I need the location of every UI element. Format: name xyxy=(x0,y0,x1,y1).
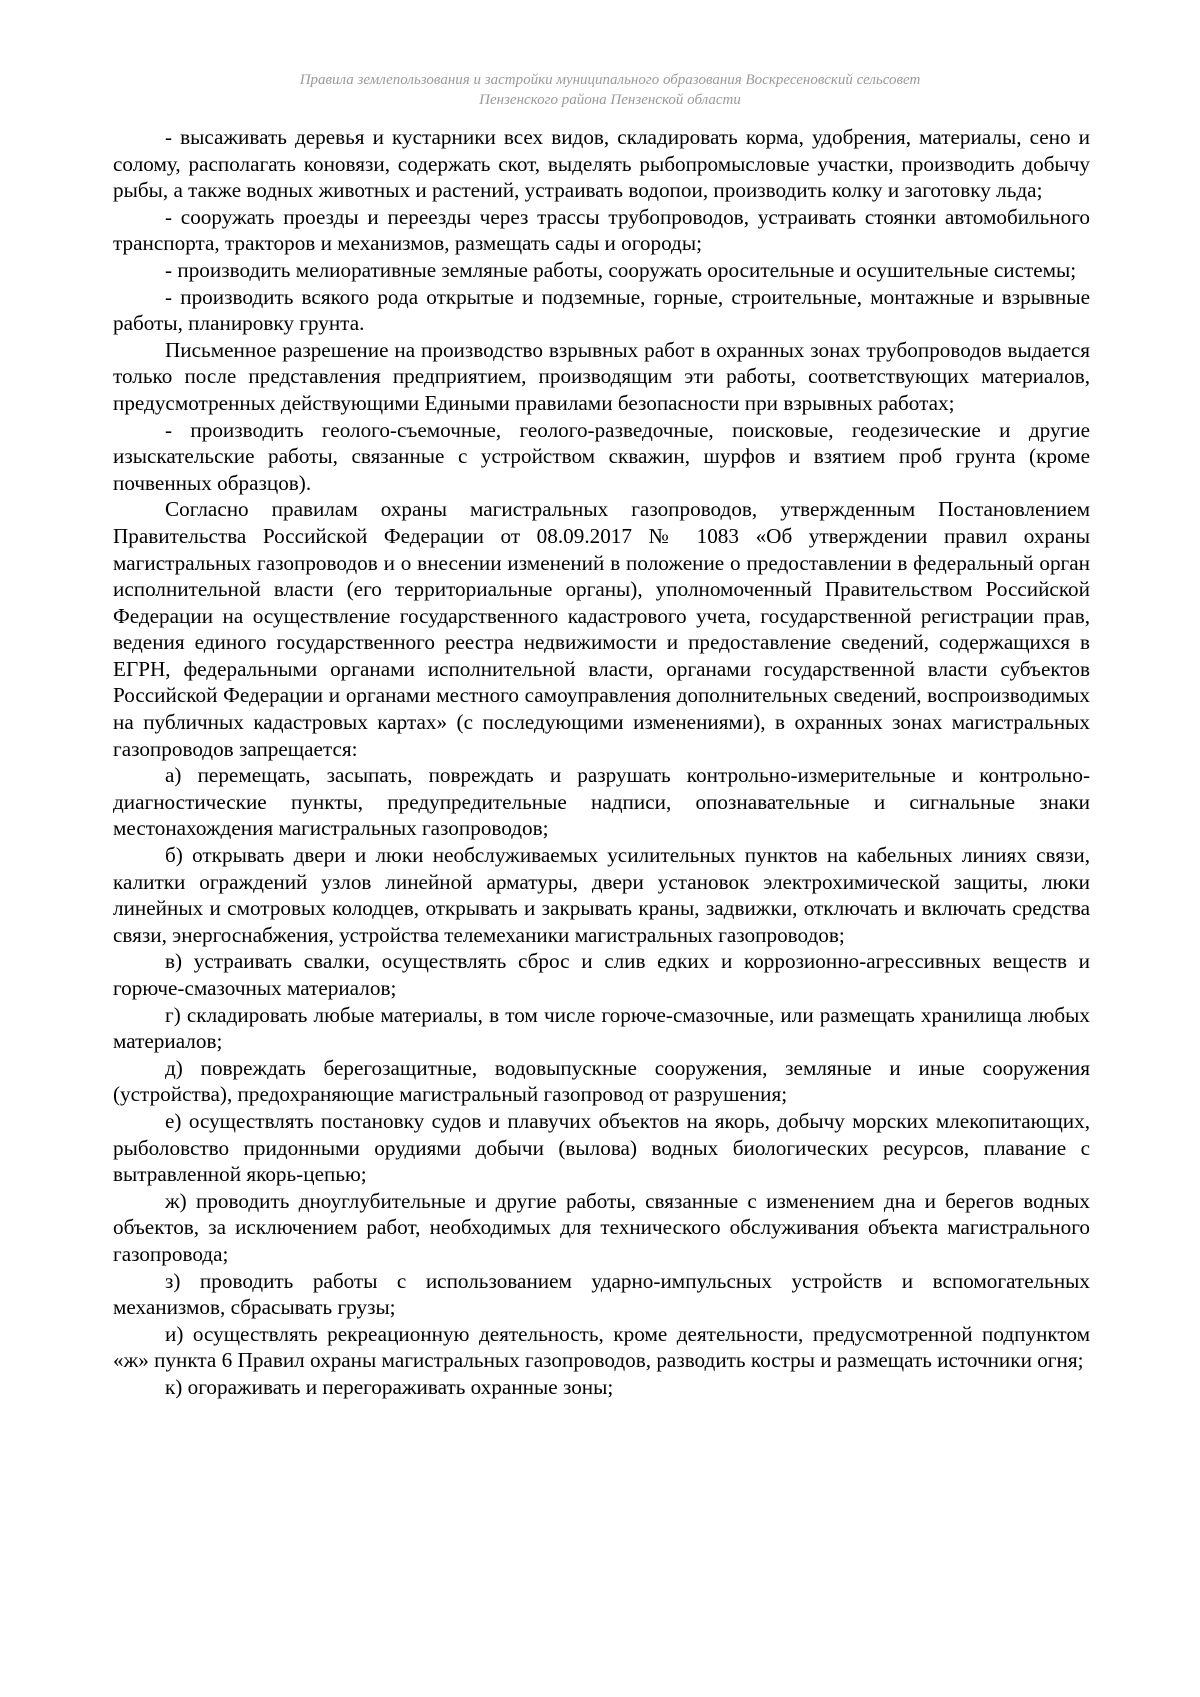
list-item-k: к) огораживать и перегораживать охранные зоны; xyxy=(165,1374,614,1399)
list-item-i: и) осуществлять рекреационную деятельность, кроме деятельности, предусмотренной подпунктом «ж» пункта 6 Правил охраны магистральных газопроводов, разводить костры и размещать источники огня; xyxy=(113,1321,1090,1373)
paragraph-restriction-survey: - производить геолого-съемочные, геолого-разведочные, поисковые, геодезические и другие изыскательские работы, связанные с устройством скважин, шурфов и взятием проб грунта (кроме почвенных образцов). xyxy=(113,417,1090,495)
paragraph-restriction-melioration: - производить мелиоративные земляные работы, сооружать оросительные и осушительные системы; xyxy=(165,257,1077,282)
body-text xyxy=(113,124,1090,1401)
list-item-a: а) перемещать, засыпать, повреждать и разрушать контрольно-измерительные и контрольно-диагностические пункты, предупредительные надписи, опознавательные и сигнальные знаки местонахождения магистральных газопроводов; xyxy=(113,763,1090,841)
paragraph-blasting-permit: Письменное разрешение на производство взрывных работ в охранных зонах трубопроводов выдается только после представления предприятием, производящим эти работы, соответствующих материалов, предусмотренных действующими Едиными правилами безопасности при взрывных работах; xyxy=(113,337,1090,415)
paragraph-gas-pipeline-rules: Согласно правилам охраны магистральных газопроводов, утвержденным Постановлением Правительства Российской Федерации от 08.09.2017 № 1083 «Об утверждении правил охраны магистральных газопроводов и о внесении изменений в положение о предоставлении в федеральный орган исполнительной власти (его территориальные органы), уполномоченный Правительством Российской Федерации на осуществление государственного кадастрового учета, государственной регистрации прав, ведения единого государственного реестра недвижимости и предоставление сведений, содержащихся в ЕГРН, федеральными органами исполнительной власти, органами государственной власти субъектов Российской Федерации и органами местного самоуправления дополнительных сведений, воспроизводимых на публичных кадастровых картах» (с последующими изменениями), в охранных зонах магистральных газопроводов запрещается: xyxy=(113,497,1090,761)
running-header-line-2: Пензенского района Пензенской области xyxy=(479,92,741,108)
list-item-zh: ж) проводить дноуглубительные и другие работы, связанные с изменением дна и берегов водных объектов, за исключением работ, необходимых для технического обслуживания объекта магистрального газопровода; xyxy=(113,1188,1090,1266)
list-item-d: д) повреждать берегозащитные, водовыпускные сооружения, земляные и иные сооружения (устройства), предохраняющие магистральный газопровод от разрушения; xyxy=(113,1055,1090,1107)
list-item-e: е) осуществлять постановку судов и плавучих объектов на якорь, добычу морских млекопитающих, рыболовство придонными орудиями добычи (вылова) водных биологических ресурсов, плавание с вытравленной якорь-цепью; xyxy=(113,1108,1090,1187)
paragraph-restriction-excavation: - производить всякого рода открытые и подземные, горные, строительные, монтажные и взрывные работы, планировку грунта. xyxy=(113,284,1090,336)
running-header-line-1: Правила землепользования и застройки муниципального образования Воскресеновский сельсовет xyxy=(299,72,921,88)
paragraph-restriction-planting: - высаживать деревья и кустарники всех видов, складировать корма, удобрения, материалы, сено и солому, располагать коновязи, содержать скот, выделять рыбопромысловые участки, производить добычу рыбы, а также водных животных и растений, устраивать водопои, производить колку и заготовку льда; xyxy=(113,125,1090,203)
list-item-z: з) проводить работы с использованием ударно-импульсных устройств и вспомогательных механизмов, сбрасывать грузы; xyxy=(113,1268,1090,1320)
list-item-b: б) открывать двери и люки необслуживаемых усилительных пунктов на кабельных линиях связи, калитки ограждений узлов линейной арматуры, двери установок электрохимической защиты, люки линейных и смотровых колодцев, открывать и закрывать краны, задвижки, отключать и включать средства связи, энергоснабжения, устройства телемеханики магистральных газопроводов; xyxy=(113,843,1090,947)
list-item-g: г) складировать любые материалы, в том числе горюче-смазочные, или размещать хранилища любых материалов; xyxy=(113,1002,1090,1054)
list-item-v: в) устраивать свалки, осуществлять сброс и слив едких и коррозионно-агрессивных веществ и горюче-смазочных материалов; xyxy=(113,949,1090,1000)
paragraph-restriction-crossings: - сооружать проезды и переезды через трассы трубопроводов, устраивать стоянки автомобильного транспорта, тракторов и механизмов, размещать сады и огороды; xyxy=(113,204,1090,256)
running-header xyxy=(160,70,1060,110)
